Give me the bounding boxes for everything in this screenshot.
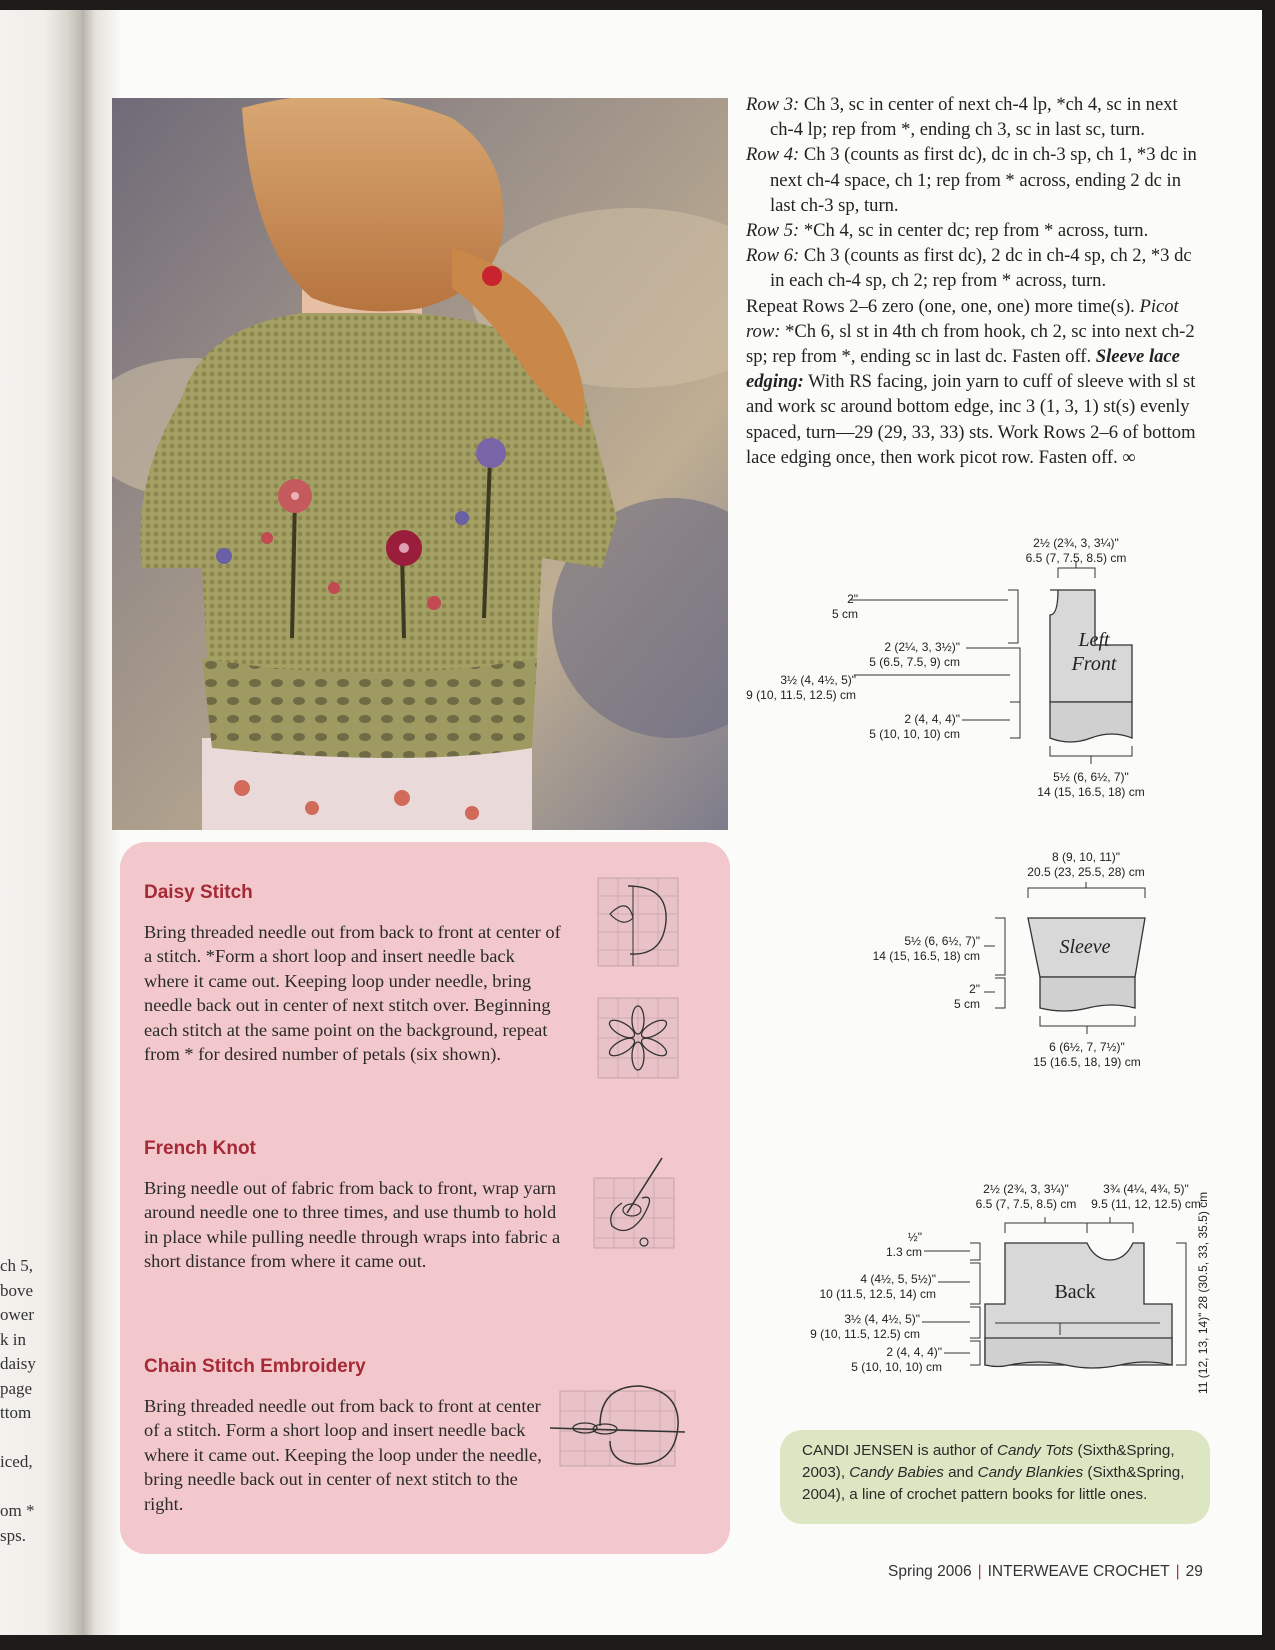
sweater-photo [112,98,728,830]
measure-cm: 10 (11.5, 12.5, 14) cm [819,1287,936,1301]
row5-instruction [746,218,1202,243]
left-front-measure-b [869,640,960,670]
repeat-text: Repeat Rows 2–6 zero (one, one, one) more time(s). [746,295,1135,317]
daisy-loop-illustration [588,866,688,976]
prev-fragment: bove [0,1280,34,1300]
end-mark: ∞ [1122,446,1136,468]
row-name: Row 4: [746,144,800,166]
schematics [740,530,1260,1410]
piece-name: Left [1078,629,1110,651]
back-top-left-measure [976,1182,1077,1212]
embroidery-stitches-box [120,842,730,1554]
measure-cm: 5 (10, 10, 10) cm [851,1360,942,1374]
measure-in: 3½ (4, 4½, 5)" [844,1312,920,1326]
row6-instruction [746,243,1202,293]
footer-separator: | [977,1563,982,1580]
sleeve-measure-b [954,982,980,1012]
left-front-measure-d [869,712,960,742]
sleeve-edging-name: Sleeve lace edging: [746,346,1180,393]
measure-in: 2 (2¼, 3, 3½)" [884,640,960,654]
back-side-measure: 11 (12, 13, 14)" 28 (30.5, 33, 35.5) cm [1196,1191,1210,1394]
measure-in: 5½ (6, 6½, 7)" [904,934,980,948]
prev-fragment [0,1475,60,1500]
prev-fragment: ttom [0,1403,32,1422]
book-title: Candy Babies [849,1464,944,1481]
prev-fragment: om * [0,1501,35,1520]
page-number: 29 [1185,1563,1203,1580]
sleeve-lace [1040,977,1135,1011]
measure-cm: 9 (10, 11.5, 12.5) cm [810,1327,920,1341]
left-front-bottom-measure [1037,770,1144,800]
measure-cm: 5 (6.5, 7.5, 9) cm [869,655,960,669]
measure-cm: 9.5 (11, 12, 12.5) cm [1091,1197,1201,1211]
sleeve-edging-text: With RS facing, join yarn to cuff of sleeve with sl st and work sc around bottom edge, inc 3 (1, 3, 1) st(s) evenly spaced, turn—29 (29, 33, 33) sts. Work Rows 2–6 of bottom lace edging once, then work picot row. Fasten off. [746,371,1196,468]
measure-in: 2½ (2¾, 3, 3¼)" [983,1182,1069,1196]
previous-page-text [0,1254,60,1548]
measure-cm: 20.5 (23, 25.5, 28) cm [1027,865,1145,879]
piece-name: Front [1071,653,1117,675]
row-name: Row 6: [746,245,800,267]
chain-stitch-text: Bring threaded needle out from back to front at center of a stitch. Form a short loop and insert needle back where it came out. Keeping the loop under the needle, bring needle back out in center of next stitch to the right. [144,1396,542,1514]
chain-stitch-title: Chain Stitch Embroidery [144,1356,366,1377]
row-text: Ch 3, sc in center of next ch-4 lp, *ch 4, sc in next ch-4 lp; rep from *, ending ch 3, sc in last sc, turn. [770,94,1178,141]
measure-in: 2" [847,592,858,606]
row-text: *Ch 4, sc in center dc; rep from * across, turn. [799,220,1149,242]
measure-cm: 5 cm [953,997,980,1011]
sleeve-bottom-measure [1033,1040,1140,1070]
measure-in: 3¾ (4¼, 4¾, 5)" [1103,1182,1189,1196]
row-name: Row 3: [746,94,800,115]
measure-cm: 14 (15, 16.5, 18) cm [1037,785,1145,799]
back-measure-b [819,1272,936,1302]
prev-fragment: page [0,1378,33,1398]
french-knot-text: Bring needle out of fabric from back to front, wrap yarn around needle one to three times, and use thumb to hold in place while pulling needle through wraps into fabric a short distance from where it came out. [144,1178,561,1272]
row3-instruction [746,92,1202,142]
prev-fragment: ower [0,1305,34,1324]
measure-cm: 9 (10, 11.5, 12.5) cm [746,688,856,702]
measure-in: 4 (4½, 5, 5½)" [860,1272,936,1286]
author-name: CANDI JENSEN [802,1442,914,1459]
french-knot-illustration [582,1148,692,1258]
row-text: Ch 3 (counts as first dc), 2 dc in ch-4 sp, ch 2, *3 dc in each ch-4 sp, ch 2; rep from * across, turn. [770,245,1192,292]
prev-fragment: daisy [0,1354,36,1373]
prev-fragment: iced, [0,1452,33,1471]
book-title: Candy Tots [996,1442,1074,1459]
daisy-stitch-title: Daisy Stitch [144,882,253,903]
prev-fragment: ch 5, [0,1256,34,1275]
bio-text: (Sixth&Spring, 2003), [802,1442,1175,1481]
measure-cm: 5 (10, 10, 10) cm [869,727,960,741]
measure-in: 2 (4, 4, 4)" [904,712,960,726]
back-measure-d [851,1345,942,1375]
book-title: Candy Blankies [977,1464,1084,1481]
back-measure-c [810,1312,920,1342]
prev-fragment: k in [0,1329,26,1349]
page-footer [888,1563,1203,1581]
picot-text: *Ch 6, sl st in 4th ch from hook, ch 2, sc into next ch-2 sp; rep from *, ending sc in last dc. Fasten off. [746,320,1195,368]
author-bio [780,1430,1210,1524]
measure-cm: 5 cm [831,607,858,621]
bio-text: and [943,1464,978,1481]
pattern-instructions [746,92,1202,470]
measure-in: 2 (4, 4, 4)" [886,1345,942,1359]
bio-text: (Sixth&Spring, 2004), a line of crochet pattern books for little ones. [802,1464,1185,1503]
sleeve-top-measure [1027,850,1144,880]
sleeve-measure-a [873,934,980,964]
footer-separator: | [1175,1563,1180,1580]
measure-in: 2" [969,982,980,996]
row-name: Row 5: [746,220,800,242]
measure-in: 3½ (4, 4½, 5)" [780,673,856,687]
chain-stitch-illustration [540,1366,690,1486]
prev-fragment [0,1426,60,1451]
finishing-instructions [746,294,1202,470]
back-measure-a [886,1230,922,1260]
left-front-label [1050,628,1138,676]
magazine-name: INTERWEAVE CROCHET [987,1563,1170,1580]
measure-in: 5½ (6, 6½, 7)" [1053,770,1129,784]
back-top-right-measure [1091,1182,1201,1212]
schematic-drawings [740,530,1260,1410]
measure-in: 2½ (2¾, 3, 3¼)" [1033,536,1119,550]
left-front-measure-c [746,673,856,703]
daisy-stitch-text: Bring threaded needle out from back to front at center of a stitch. *Form a short loop and insert needle back where it came out. Keeping loop under needle, bring needle back out in center of next stitch over. Beginning each stitch at the same point on the background, repeat from * for desired number of petals (six shown). [144,922,561,1065]
row-text: Ch 3 (counts as first dc), dc in ch-3 sp, ch 1, *3 dc in next ch-4 space, ch 1; rep from * across, ending 2 dc in last ch-3 sp, turn. [770,144,1197,216]
measure-cm: 1.3 cm [885,1245,922,1259]
row4-instruction [746,142,1202,218]
measure-in: 6 (6½, 7, 7½)" [1049,1040,1125,1054]
french-knot-title: French Knot [144,1138,256,1159]
picot-name: Picot row: [746,295,1179,342]
measure-in: 8 (9, 10, 11)" [1051,850,1121,864]
measure-cm: 14 (15, 16.5, 18) cm [872,949,980,963]
left-front-measure-a [832,592,858,622]
daisy-flower-illustration [588,988,688,1088]
measure-cm: 6.5 (7, 7.5, 8.5) cm [975,1197,1077,1211]
prev-fragment: sps. [0,1525,26,1545]
sleeve-label: Sleeve [1059,936,1111,958]
magazine-page [0,10,1262,1635]
bio-text: is author of [913,1442,997,1459]
left-front-lace [1050,702,1132,742]
previous-page-edge [0,10,82,1635]
left-front-top-measure [1026,536,1127,566]
issue-date: Spring 2006 [888,1563,972,1580]
measure-in: ½" [907,1230,922,1244]
measure-cm: 6.5 (7, 7.5, 8.5) cm [1025,551,1127,565]
measure-cm: 15 (16.5, 18, 19) cm [1033,1055,1141,1069]
back-label: Back [1054,1281,1096,1303]
